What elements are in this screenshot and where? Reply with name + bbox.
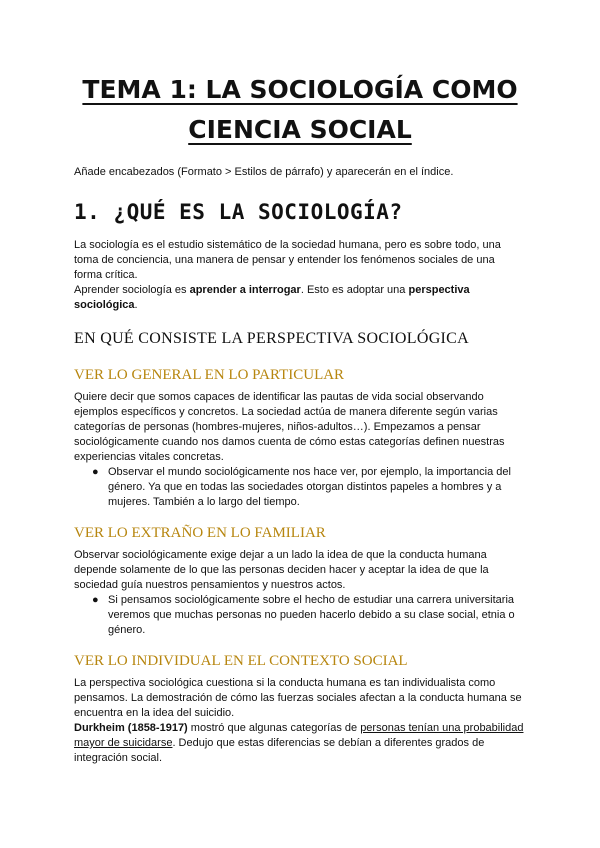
underlined-text: personas tenían una probabilidad — [360, 722, 524, 734]
text-run: . Esto es adoptar una — [300, 284, 409, 296]
text-line: veremos que muchas personas no pueden hacerlo debido a su clase social, etnia o — [108, 609, 515, 621]
bold-text: aprender a interrogar — [189, 284, 301, 296]
subheading-extrano-familiar: VER LO EXTRAÑO EN LO FAMILIAR — [74, 525, 326, 541]
bullet-text — [108, 465, 526, 510]
text-line — [74, 298, 526, 313]
index-note: Añade encabezados (Formato > Estilos de párrafo) y aparecerán en el índice. — [74, 166, 454, 178]
text-line: Quiere decir que somos capaces de identificar las pautas de vida social observando — [74, 391, 484, 403]
paragraph-extrano-familiar — [74, 548, 526, 593]
text-run: mostró que algunas categorías de — [187, 722, 361, 734]
text-line — [74, 736, 526, 751]
document-title-line-1: TEMA 1: LA SOCIOLOGÍA COMO — [82, 75, 518, 104]
text-line: ejemplos específicos y concretos. La sociedad actúa de manera diferente según varias — [74, 406, 498, 418]
document-title-line-2: CIENCIA SOCIAL — [188, 115, 412, 144]
text-line: categorías de personas (hombres-mujeres, niños-adultos…). Empezamos a pensar — [74, 421, 481, 433]
paragraph-definition — [74, 238, 526, 313]
text-line: Observar el mundo sociológicamente nos hace ver, por ejemplo, la importancia del — [108, 466, 511, 478]
text-line: pensamos. La demostración de cómo las fuerzas sociales afectan a la conducta humana se — [74, 692, 522, 704]
text-line: sociedad guía nuestros pensamientos y nuestros actos. — [74, 579, 346, 591]
text-line — [74, 721, 526, 736]
section-heading-perspectiva: EN QUÉ CONSISTE LA PERSPECTIVA SOCIOLÓGICA — [74, 330, 470, 347]
bold-text: sociológica — [74, 299, 135, 311]
text-line: experiencias vitales concretas. — [74, 451, 224, 463]
text-line: integración social. — [74, 752, 163, 764]
text-line — [74, 283, 526, 298]
paragraph-individual-contexto — [74, 676, 526, 766]
bullet-text — [108, 593, 526, 638]
text-line: género. Ya que en todas las sociedades otorgan distintos papeles a hombres y a — [108, 481, 502, 493]
text-run: . — [134, 299, 138, 311]
subheading-individual-contexto: VER LO INDIVIDUAL EN EL CONTEXTO SOCIAL — [74, 653, 408, 669]
bold-text: perspectiva — [408, 284, 470, 296]
text-line: La perspectiva sociológica cuestiona si la conducta humana es tan individualista como — [74, 677, 496, 689]
section-heading-que-es: 1. ¿QUÉ ES LA SOCIOLOGÍA? — [74, 200, 403, 224]
text-line: encuentra en la idea del suicidio. — [74, 707, 235, 719]
bullet-icon: ● — [92, 594, 99, 606]
text-line: La sociología es el estudio sistemático de la sociedad humana, pero es sobre todo, una — [74, 239, 501, 251]
text-line: Observar sociológicamente exige dejar a un lado la idea de que la conducta humana — [74, 549, 487, 561]
text-line: forma crítica. — [74, 269, 138, 281]
bold-text: Durkheim (1858-1917) — [74, 722, 188, 734]
paragraph-general-particular — [74, 390, 526, 465]
text-run: Aprender sociología es — [74, 284, 190, 296]
text-line: Si pensamos sociológicamente sobre el hecho de estudiar una carrera universitaria — [108, 594, 515, 606]
text-line: toma de conciencia, una manera de pensar y entender los fenómenos sociales de una — [74, 254, 495, 266]
text-line: depende solamente de lo que las personas deciden hacer y aceptar la idea de que la — [74, 564, 489, 576]
text-line: sociológicamente cuando nos damos cuenta de cómo estas categorías definen nuestras — [74, 436, 505, 448]
subheading-general-particular: VER LO GENERAL EN LO PARTICULAR — [74, 367, 345, 383]
text-line: género. — [108, 624, 146, 636]
text-line: mujeres. También a lo largo del tiempo. — [108, 496, 300, 508]
bullet-icon: ● — [92, 466, 99, 478]
underlined-text: mayor de suicidarse — [74, 737, 173, 749]
text-run: . Dedujo que estas diferencias se debían a diferentes grados de — [172, 737, 485, 749]
